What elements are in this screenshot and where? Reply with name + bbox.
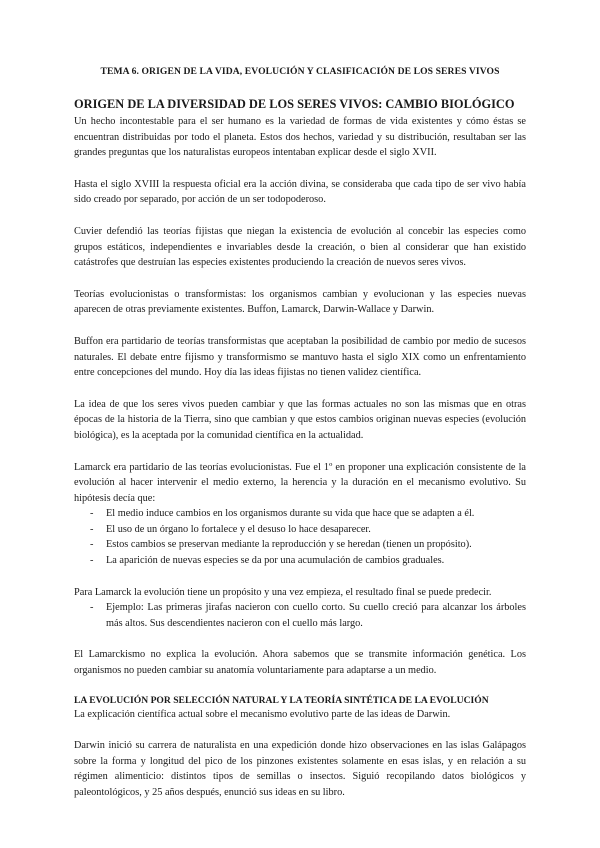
paragraph-lamarckism-critique: El Lamarckismo no explica la evolución. Ahora sabemos que se transmite información genética. Los organismos no pueden cambiar su anatomía voluntariamente para adaptarse a un medio. (74, 649, 526, 677)
lamarck-hypothesis-list (74, 506, 526, 568)
paragraph-lamarck-purpose: Para Lamarck la evolución tiene un propósito y una vez empieza, el resultado final se puede predecir. (74, 586, 492, 598)
section-heading-natural-selection: LA EVOLUCIÓN POR SELECCIÓN NATURAL Y LA TEORÍA SINTÉTICA DE LA EVOLUCIÓN (74, 694, 489, 706)
list-item: - La aparición de nuevas especies se da por una acumulación de cambios graduales. (90, 553, 526, 569)
paragraph-darwin-galapagos: Darwin inició su carrera de naturalista en una expedición donde hizo observaciones en las islas Galápagos sobre la forma y longitud del pico de los pinzones existentes solamente en esas islas, y en relación a su régimen alimenticio: distintos tipos de semillas o insectos. Siguió recopilando datos biológicos y paleontológicos, y 25 años después, enunció sus ideas en su libro. (74, 740, 526, 798)
list-item: - El medio induce cambios en los organismos durante su vida que hace que se adapten a él. (90, 506, 526, 522)
list-item: - Estos cambios se preservan mediante la reproducción y se heredan (tienen un propósito). (90, 537, 526, 553)
paragraph-cuvier-fixism: Cuvier defendió las teorías fijistas que niegan la existencia de evolución al concebir las especies como grupos estáticos, independientes e invariables desde la creación, o bien al considerar que han existido catástrofes que destruían las especies existentes produciendo la creación de nuevos seres vivos. (74, 225, 526, 269)
paragraph-biological-evolution: La idea de que los seres vivos pueden cambiar y que las formas actuales no son las mismas que en otras épocas de la historia de la Tierra, sino que cambian y que estos cambios originan nuevas especies (evolución biológica), es la aceptada por la comunidad científica en la actualidad. (74, 398, 526, 441)
document-page (74, 66, 526, 817)
document-title: TEMA 6. ORIGEN DE LA VIDA, EVOLUCIÓN Y CLASIFICACIÓN DE LOS SERES VIVOS (100, 66, 500, 77)
paragraph-buffon: Buffon era partidario de teorías transformistas que aceptaban la posibilidad de cambio por medio de sucesos naturales. El debate entre fijismo y transformismo se mantuvo hasta el siglo XIX como un enfrentamiento entre concepciones del mundo. Hoy día las ideas fijistas no tienen validez científica. (74, 335, 526, 379)
paragraph-divine-action: Hasta el siglo XVIII la respuesta oficial era la acción divina, se consideraba que cada tipo de ser vivo había sido creado por separado, por acción de un ser todopoderoso. (74, 178, 526, 206)
list-item: - Ejemplo: Las primeras jirafas nacieron con cuello corto. Su cuello creció para alcanzar los árboles más altos. Sus descendientes nacieron con el cuello más largo. (90, 600, 526, 631)
section-heading-origin-diversity: ORIGEN DE LA DIVERSIDAD DE LOS SERES VIVOS: CAMBIO BIOLÓGICO (74, 97, 515, 111)
paragraph-lamarck-intro: Lamarck era partidario de las teorías evolucionistas. Fue el 1º en proponer una explicación consistente de la evolución al hacer intervenir el medio externo, la herencia y la duración en el mecanismo evolutivo. Su hipótesis decía que: (74, 461, 526, 504)
giraffe-example-list (74, 600, 526, 631)
paragraph-darwin-ideas: La explicación científica actual sobre el mecanismo evolutivo parte de las ideas de Darwin. (74, 708, 451, 720)
paragraph-evolutionist-theories: Teorías evolucionistas o transformistas: los organismos cambian y evolucionan y las especies nuevas aparecen de otras previamente existentes. Buffon, Lamarck, Darwin-Wallace y Darwin. (74, 288, 526, 316)
paragraph-variety-of-life: Un hecho incontestable para el ser humano es la variedad de formas de vida existentes y cómo éstas se encuentran distribuidas por todo el planeta. Estos dos hechos, variedad y su distribución, resultaban ser las grandes preguntas que los naturalistas europeos intentaban explicar desde el siglo XVII. (74, 116, 526, 159)
list-item: - El uso de un órgano lo fortalece y el desuso lo hace desaparecer. (90, 522, 526, 538)
